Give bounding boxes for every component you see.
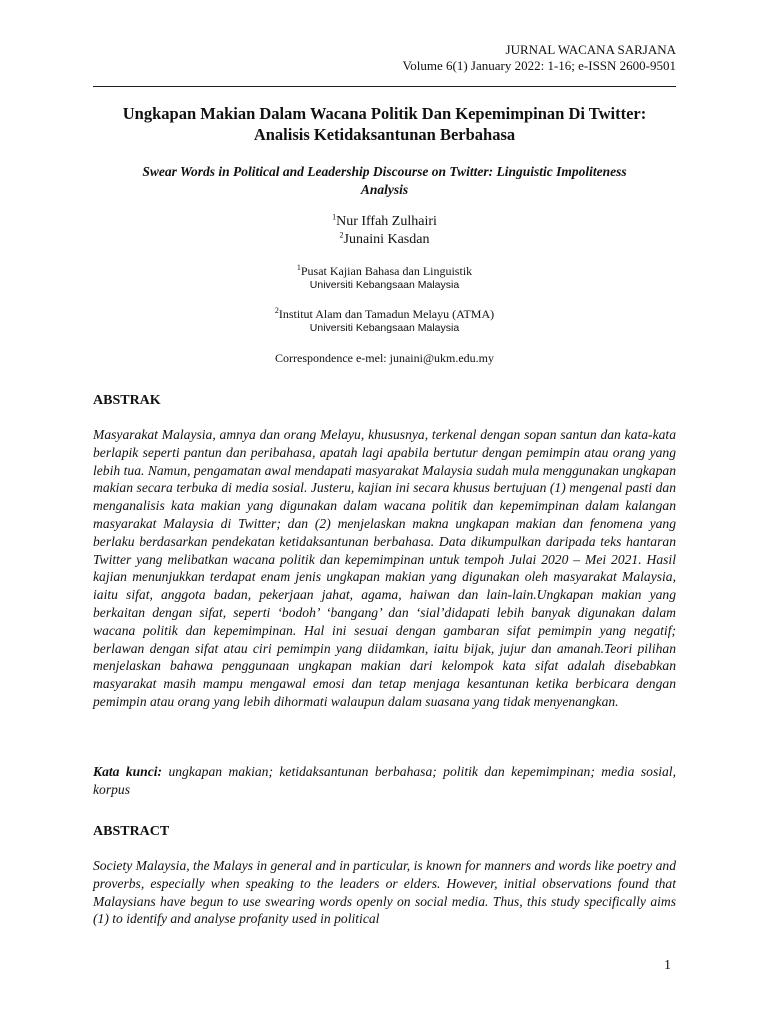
- author-1: [93, 213, 676, 231]
- keywords: [93, 763, 676, 799]
- abstrak-body: Masyarakat Malaysia, amnya dan orang Melayu, khususnya, terkenal dengan sopan santun dan kata-kata berlapik seperti pantun dan peribahasa, apatah lagi apabila bertutur dengan pemimpin atau orang yang lebih tua. Namun, pengamatan awal mendapati masyarakat Malaysia sudah mula menggunakan ungkapan makian secara terbuka di media sosial. Justeru, kajian ini secara khusus bertujuan (1) mengenal pasti dan menganalisis kata makian yang digunakan dalam wacana politik dan kepemimpinan dalam kalangan masyarakat Malaysia di Twitter; dan (2) menjelaskan makna ungkapan makian dan fenomena yang berlaku berdasarkan pendekatan ketidaksantunan berbahasa. Data dikumpulkan daripada teks hantaran Twitter yang melibatkan wacana politik dan kepemimpinan untuk tempoh Julai 2020 – Mei 2021. Hasil kajian menunjukkan terdapat enam jenis ungkapan makian yang digunakan oleh masyarakat Malaysia, iaitu sifat, anggota badan, pekerjaan jahat, agama, haiwan dan lain-lain.Ungkapan makian yang berkaitan dengan sifat, seperti ‘bodoh’ ‘bangang’ dan ‘sial’didapati lebih banyak digunakan dalam wacana politik dan kepemimpinan. Hal ini sesuai dengan gambaran sifat pemimpin yang negatif; berlawan dengan sifat atau ciri pemimpin yang diidamkan, iaitu bijak, jujur dan amanah.Teori pilihan menjelaskan bahawa penggunaan ungkapan makian dari kelompok kata sifat adalah disebabkan masyarakat masih mampu mengawal emosi dan tetap menjaga kesantunan ketika berbicara dengan pemimpin atau orang yang lebih dihormati walaupun dalam suasana yang tidak menyenangkan.: [93, 427, 676, 709]
- affiliation-1-institute: [93, 264, 676, 278]
- journal-name: JURNAL WACANA SARJANA: [505, 42, 676, 57]
- title-line-2: Analisis Ketidaksantunan Berbahasa: [253, 125, 516, 144]
- paper-title: [93, 103, 676, 145]
- author-2-name: Junaini Kasdan: [343, 232, 430, 247]
- author-1-name: Nur Iffah Zulhairi: [336, 214, 437, 229]
- author-2: [93, 231, 676, 249]
- journal-volume: Volume 6(1) January 2022: 1-16; e-ISSN 2600-9501: [402, 58, 676, 73]
- keywords-text: ungkapan makian; ketidaksantunan berbahasa; politik dan kepemimpinan; media sosial, korpus: [93, 764, 676, 797]
- affiliation-2-institute: [93, 307, 676, 321]
- header-rule: [93, 86, 676, 87]
- abstract-body: Society Malaysia, the Malays in general and in particular, is known for manners and words like poetry and proverbs, especially when speaking to the leaders or elders. However, initial observations found that Malaysians have begun to use swearing words openly on social media. Thus, this study specifically aims (1) to identify and analyse profanity used in political: [93, 858, 676, 927]
- abstrak-heading: ABSTRAK: [93, 393, 161, 408]
- author-1-sup: 1: [332, 212, 337, 222]
- affiliation-1-university: Universiti Kebangsaan Malaysia: [309, 279, 460, 291]
- author-2-sup: 2: [339, 230, 344, 240]
- affiliation-2-university: Universiti Kebangsaan Malaysia: [309, 322, 460, 334]
- affiliation-2-institute-text: Institut Alam dan Tamadun Melayu (ATMA): [278, 307, 495, 321]
- page-number: 1: [664, 958, 671, 973]
- affiliation-1-sup: 1: [296, 263, 301, 272]
- keywords-label: Kata kunci:: [93, 764, 163, 779]
- affiliation-1-institute-text: Pusat Kajian Bahasa dan Linguistik: [300, 264, 473, 278]
- correspondence-email: Correspondence e-mel: junaini@ukm.edu.my: [275, 351, 494, 365]
- subtitle-line-1: Swear Words in Political and Leadership Discourse on Twitter: Linguistic Impoliteness: [142, 164, 627, 179]
- affiliation-2-sup: 2: [274, 306, 279, 315]
- subtitle-line-2: Analysis: [360, 182, 409, 197]
- title-line-1: Ungkapan Makian Dalam Wacana Politik Dan Kepemimpinan Di Twitter:: [122, 104, 647, 123]
- paper-subtitle: [93, 163, 676, 199]
- abstract-heading: ABSTRACT: [93, 824, 170, 839]
